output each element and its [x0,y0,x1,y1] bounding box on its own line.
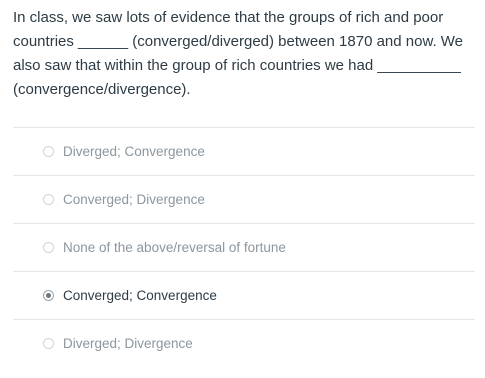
radio-button-icon[interactable] [43,338,54,349]
answer-option-5[interactable] [13,319,475,367]
answer-list [13,127,475,367]
answer-option-3[interactable] [13,223,475,271]
answer-label: Converged; Convergence [63,288,217,303]
radio-button-icon[interactable] [43,146,54,157]
question-text: In class, we saw lots of evidence that the groups of rich and poor countries ______ (converged/diverged) between 1870 and now. We also saw that within the group of rich countries we had __________ (convergence/divergence). [13,9,464,98]
answer-option-2[interactable] [13,175,475,223]
question-text-block [13,6,478,102]
radio-button-icon[interactable] [43,242,54,253]
answer-label: None of the above/reversal of fortune [63,240,286,255]
radio-button-icon[interactable] [43,194,54,205]
answer-option-4[interactable] [13,271,475,319]
answer-label: Diverged; Convergence [63,144,205,159]
answer-label: Converged; Divergence [63,192,205,207]
answer-option-1[interactable] [13,127,475,175]
answer-label: Diverged; Divergence [63,336,193,351]
radio-button-selected-icon[interactable] [43,290,54,301]
